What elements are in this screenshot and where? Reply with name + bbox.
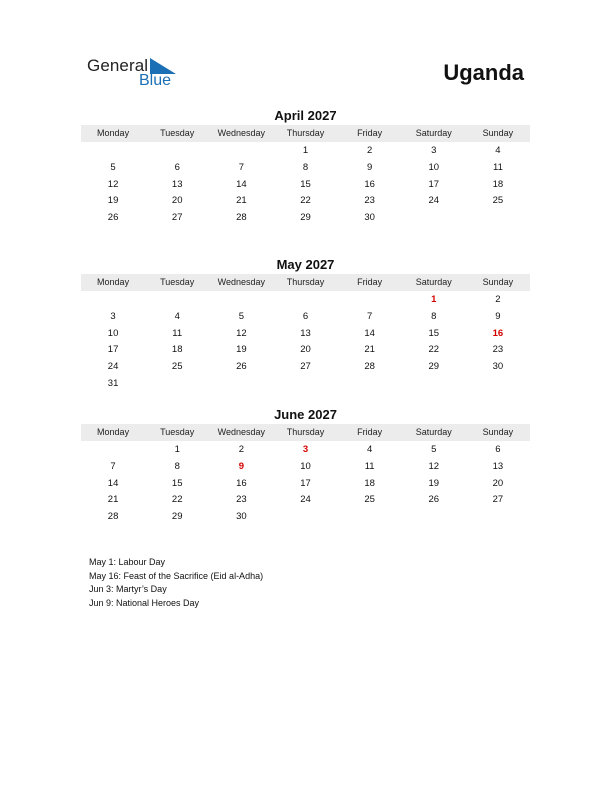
holiday-notes bbox=[89, 556, 263, 610]
day-cell: 6 bbox=[174, 161, 180, 173]
day-cell: 17 bbox=[107, 344, 119, 356]
weekday-label: Saturday bbox=[415, 427, 452, 437]
day-cell: 16 bbox=[492, 327, 504, 339]
weekday-label: Tuesday bbox=[160, 277, 195, 287]
day-cell: 24 bbox=[107, 361, 119, 373]
day-cell: 7 bbox=[238, 161, 244, 173]
day-cell: 2 bbox=[238, 444, 244, 455]
weekday-label: Thursday bbox=[286, 427, 325, 437]
empty-cell bbox=[145, 143, 209, 160]
holiday-note: Jun 3: Martyr’s Day bbox=[89, 584, 167, 594]
empty-cell bbox=[338, 292, 402, 309]
weekday-header bbox=[81, 424, 530, 441]
weekday-label: Tuesday bbox=[160, 128, 195, 138]
day-cell: 28 bbox=[107, 511, 119, 523]
month-june bbox=[81, 406, 530, 526]
day-cell: 29 bbox=[428, 361, 440, 373]
day-cell: 17 bbox=[300, 477, 311, 489]
day-cell: 2 bbox=[495, 294, 501, 305]
day-cell: 3 bbox=[110, 310, 116, 322]
month-april bbox=[81, 107, 530, 227]
day-cell: 3 bbox=[431, 145, 437, 156]
weekday-label: Wednesday bbox=[217, 277, 266, 287]
day-cell: 15 bbox=[171, 477, 183, 489]
day-cell: 4 bbox=[174, 310, 180, 322]
day-cell: 12 bbox=[236, 327, 247, 339]
empty-cell bbox=[273, 292, 337, 309]
day-cell: 28 bbox=[236, 212, 247, 224]
day-cell: 23 bbox=[492, 344, 504, 356]
weekday-label: Sunday bbox=[482, 427, 514, 437]
weekday-label: Wednesday bbox=[217, 427, 266, 437]
weekday-header bbox=[81, 125, 530, 142]
day-cell: 10 bbox=[107, 327, 119, 339]
day-cell: 26 bbox=[428, 494, 440, 506]
day-cell: 8 bbox=[431, 310, 437, 322]
day-cell: 1 bbox=[174, 444, 180, 455]
day-cell: 20 bbox=[492, 477, 504, 489]
weekday-label: Monday bbox=[97, 427, 130, 437]
holiday-note: May 1: Labour Day bbox=[89, 557, 166, 567]
weekday-label: Sunday bbox=[482, 128, 514, 138]
day-cell: 30 bbox=[364, 212, 375, 224]
month-title: May 2027 bbox=[276, 257, 335, 272]
day-cell: 25 bbox=[492, 195, 504, 207]
empty-cell bbox=[81, 292, 145, 309]
day-cell: 18 bbox=[492, 178, 504, 190]
day-cell: 30 bbox=[236, 511, 247, 523]
day-cell: 27 bbox=[492, 494, 504, 506]
day-cell: 11 bbox=[492, 161, 503, 173]
day-cell: 13 bbox=[171, 178, 183, 190]
day-cell: 25 bbox=[364, 494, 375, 506]
weekday-label: Tuesday bbox=[160, 427, 195, 437]
day-cell: 22 bbox=[300, 195, 311, 207]
empty-cell bbox=[81, 442, 145, 459]
weekday-label: Friday bbox=[357, 277, 383, 287]
day-cell: 28 bbox=[364, 361, 375, 373]
day-cell: 23 bbox=[364, 195, 375, 207]
weekday-label: Monday bbox=[97, 277, 130, 287]
month-may bbox=[81, 256, 530, 393]
day-cell: 17 bbox=[428, 178, 440, 190]
day-cell: 13 bbox=[300, 327, 311, 339]
day-cell: 8 bbox=[302, 161, 309, 173]
day-cell: 25 bbox=[171, 361, 183, 373]
day-cell: 16 bbox=[364, 178, 375, 190]
day-cell: 19 bbox=[428, 477, 440, 489]
day-cell: 19 bbox=[107, 195, 119, 207]
day-cell: 1 bbox=[431, 294, 437, 305]
month-title: June 2027 bbox=[274, 407, 337, 422]
day-cell: 6 bbox=[302, 310, 309, 322]
day-cell: 12 bbox=[428, 460, 440, 472]
day-cell: 14 bbox=[107, 477, 119, 489]
day-cell: 21 bbox=[364, 344, 375, 356]
day-cell: 15 bbox=[428, 327, 440, 339]
logo-general-text: General bbox=[87, 56, 149, 75]
holiday-note: Jun 9: National Heroes Day bbox=[89, 597, 200, 608]
day-cell: 12 bbox=[107, 178, 119, 190]
weekday-label: Friday bbox=[357, 427, 383, 437]
empty-cell bbox=[209, 143, 273, 160]
day-cell: 5 bbox=[110, 161, 116, 173]
day-cell: 26 bbox=[236, 361, 247, 373]
day-cell: 27 bbox=[300, 361, 311, 373]
day-cell: 20 bbox=[171, 195, 183, 207]
day-cell: 16 bbox=[236, 477, 247, 489]
day-cell: 22 bbox=[171, 494, 183, 506]
day-cell: 21 bbox=[107, 494, 119, 506]
day-cell: 26 bbox=[107, 212, 119, 224]
day-cell: 7 bbox=[366, 310, 373, 322]
day-cell: 5 bbox=[238, 310, 244, 322]
day-cell: 9 bbox=[495, 310, 501, 322]
day-cell: 15 bbox=[300, 178, 311, 190]
weekday-label: Thursday bbox=[286, 277, 325, 287]
weekday-label: Saturday bbox=[415, 128, 452, 138]
day-cell: 18 bbox=[171, 344, 183, 356]
day-cell: 14 bbox=[236, 178, 247, 190]
day-cell: 29 bbox=[171, 511, 183, 523]
empty-cell bbox=[145, 292, 209, 309]
day-cell: 9 bbox=[238, 460, 244, 472]
weekday-label: Wednesday bbox=[217, 128, 266, 138]
weekday-label: Saturday bbox=[415, 277, 452, 287]
day-cell: 27 bbox=[171, 212, 183, 224]
weekday-label: Sunday bbox=[482, 277, 514, 287]
day-cell: 20 bbox=[300, 344, 311, 356]
day-cell: 9 bbox=[366, 161, 373, 173]
day-cell: 21 bbox=[236, 195, 247, 207]
day-cell: 24 bbox=[300, 494, 311, 506]
empty-cell bbox=[209, 292, 273, 309]
day-cell: 8 bbox=[174, 460, 180, 472]
day-grid bbox=[81, 442, 530, 526]
holiday-note: May 16: Feast of the Sacrifice (Eid al-Adha) bbox=[89, 570, 264, 581]
weekday-label: Monday bbox=[97, 128, 130, 138]
generalblue-logo bbox=[87, 56, 187, 92]
day-grid bbox=[81, 143, 530, 227]
country-title: Uganda bbox=[443, 60, 524, 85]
day-cell: 31 bbox=[107, 377, 119, 389]
month-title: April 2027 bbox=[274, 108, 337, 123]
day-cell: 11 bbox=[364, 460, 375, 472]
day-cell: 10 bbox=[300, 460, 311, 472]
day-cell: 13 bbox=[492, 460, 504, 472]
day-cell: 10 bbox=[428, 161, 440, 173]
day-cell: 30 bbox=[492, 361, 504, 373]
logo-blue-text: Blue bbox=[139, 72, 172, 89]
day-cell: 24 bbox=[428, 195, 440, 207]
day-cell: 23 bbox=[236, 494, 247, 506]
day-cell: 4 bbox=[366, 444, 373, 455]
day-grid bbox=[81, 292, 530, 393]
day-cell: 29 bbox=[300, 212, 311, 224]
day-cell: 2 bbox=[366, 145, 373, 156]
day-cell: 18 bbox=[364, 477, 375, 489]
weekday-label: Friday bbox=[357, 128, 383, 138]
empty-cell bbox=[81, 143, 145, 160]
day-cell: 22 bbox=[428, 344, 440, 356]
day-cell: 14 bbox=[364, 327, 375, 339]
day-cell: 11 bbox=[172, 327, 183, 339]
day-cell: 6 bbox=[495, 444, 501, 455]
day-cell: 3 bbox=[302, 444, 309, 455]
day-cell: 1 bbox=[302, 145, 309, 156]
day-cell: 4 bbox=[495, 145, 501, 156]
day-cell: 5 bbox=[431, 444, 437, 455]
weekday-label: Thursday bbox=[286, 128, 325, 138]
weekday-header bbox=[81, 274, 530, 291]
day-cell: 19 bbox=[236, 344, 247, 356]
day-cell: 7 bbox=[110, 460, 116, 472]
